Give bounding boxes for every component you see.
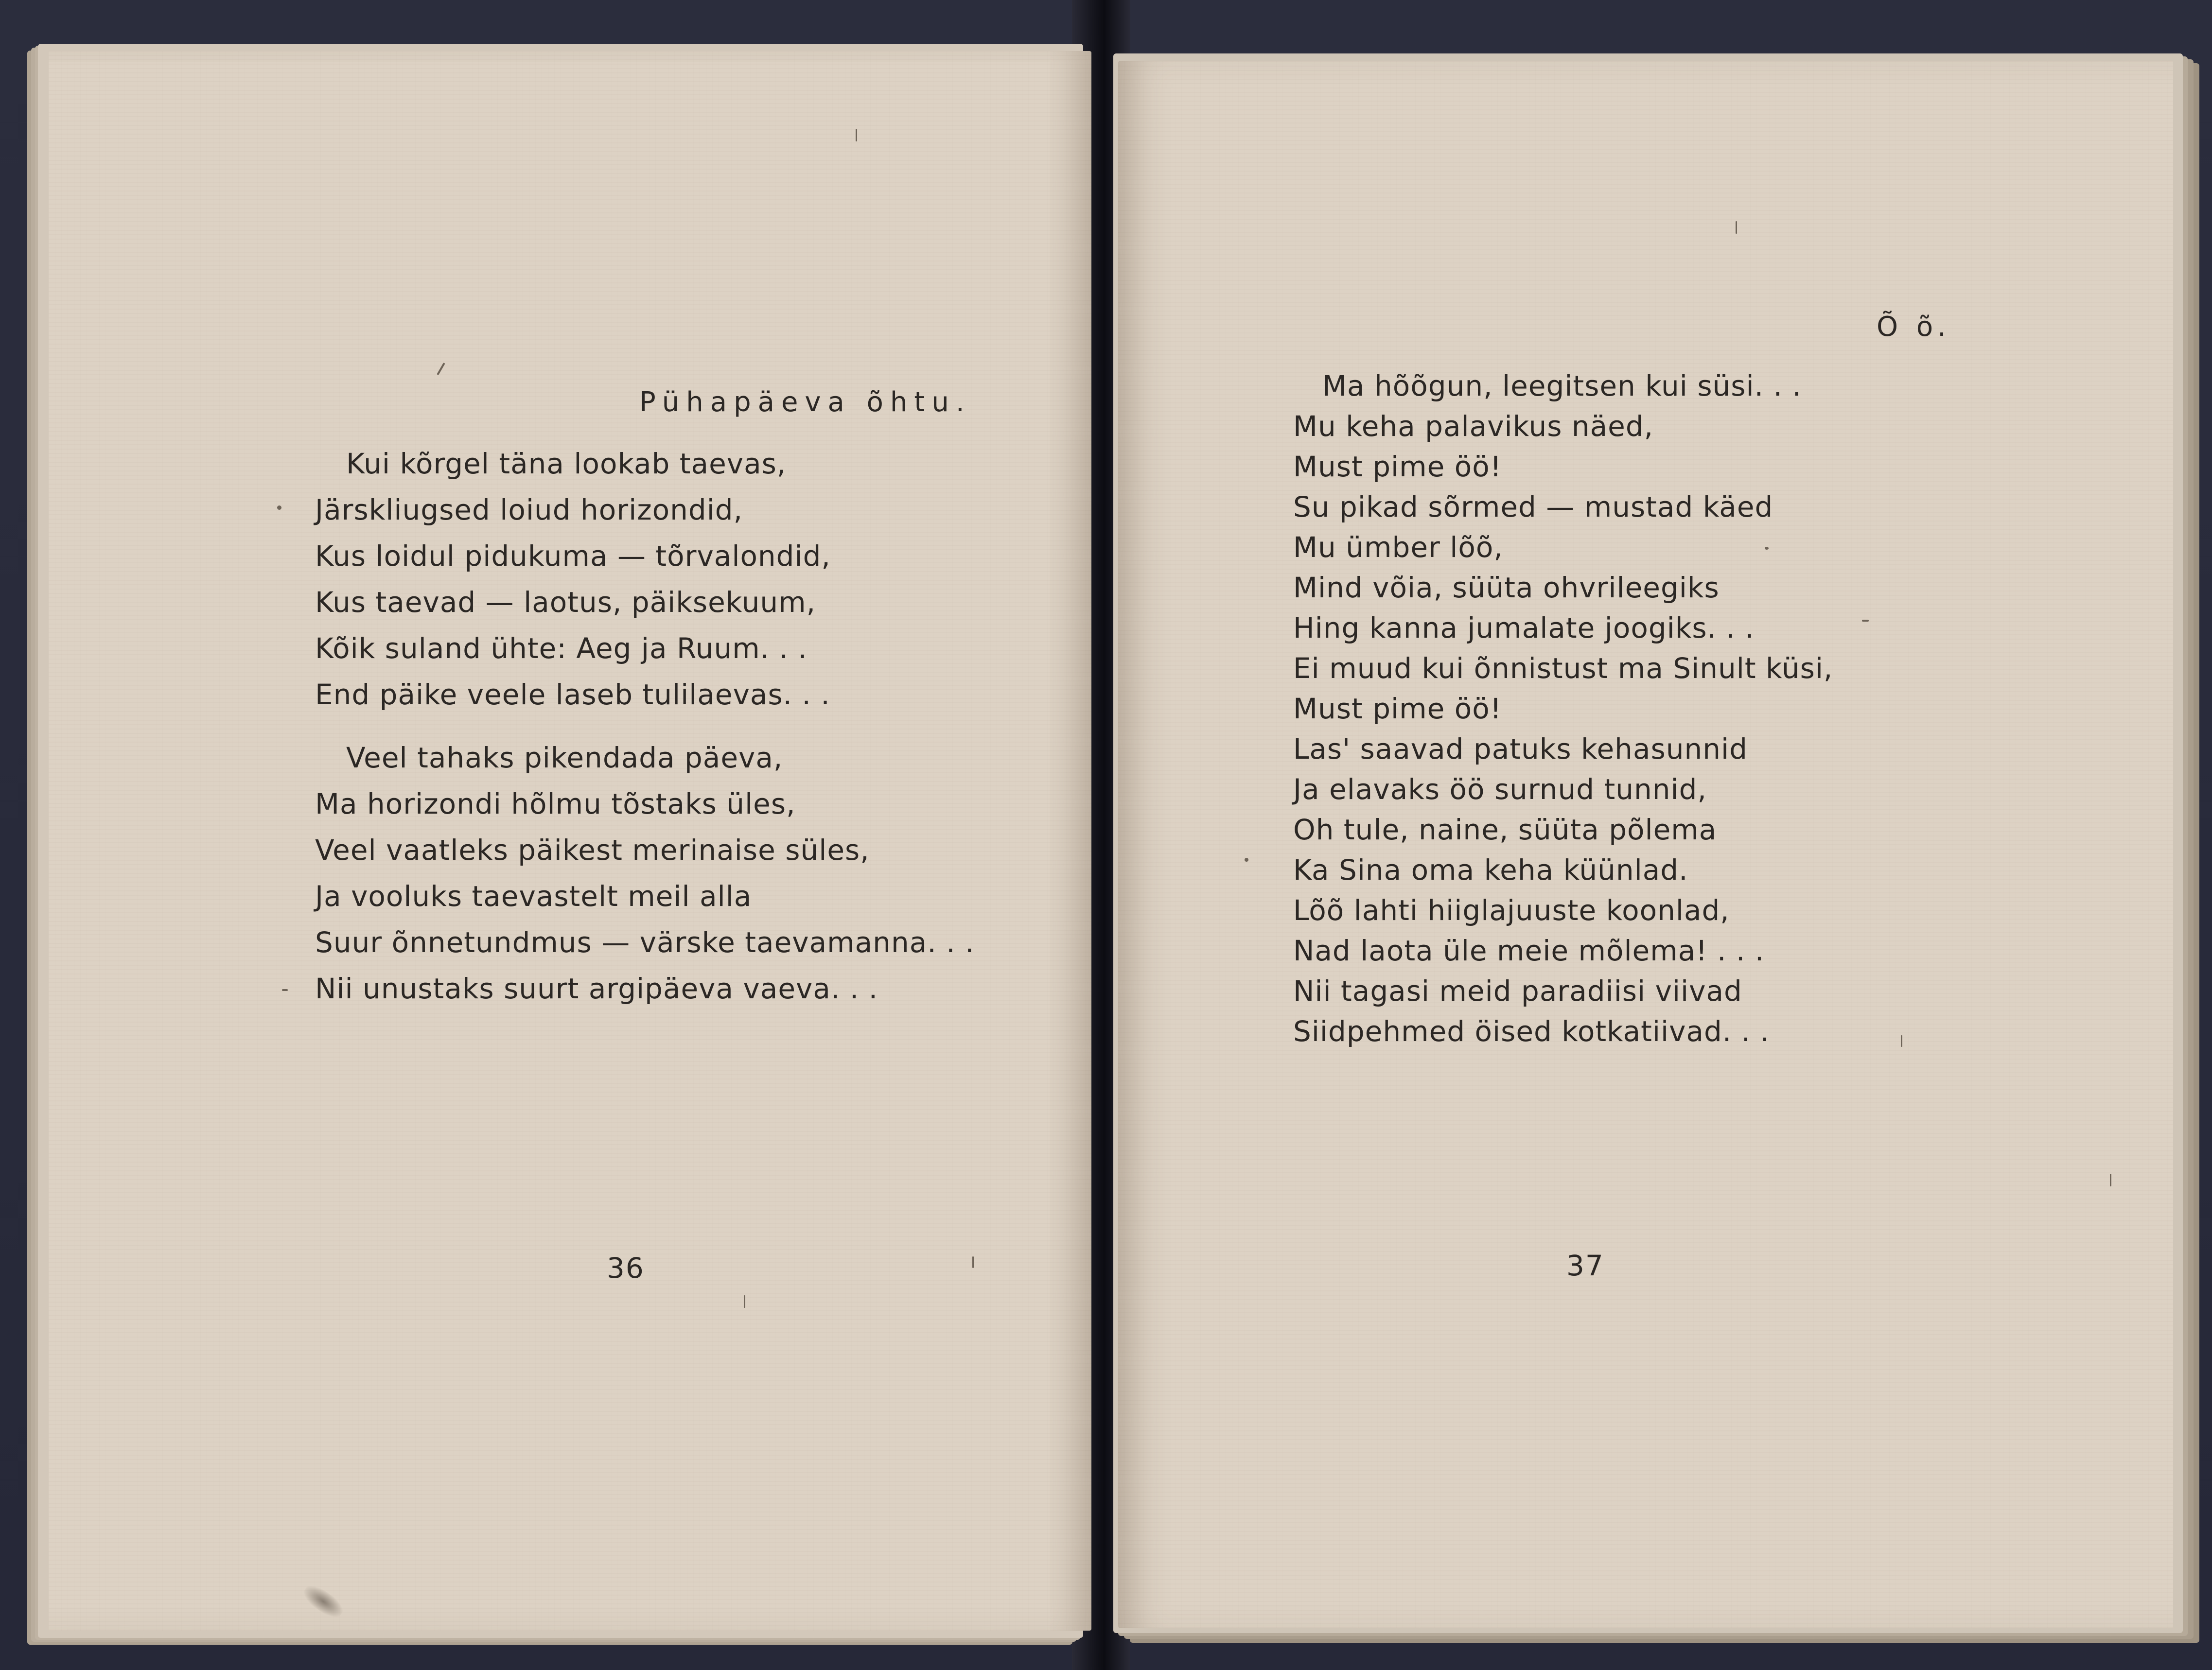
left-poem-title: Pühapäeva õhtu. xyxy=(639,386,971,418)
right-poem-line-3: Must pime öö! xyxy=(1293,450,1502,483)
paper-speck xyxy=(1765,547,1769,550)
left-stanza1-line-6: End päike veele laseb tulilaevas. . . xyxy=(315,678,830,711)
paper-speck xyxy=(1245,858,1248,862)
right-poem-line-6: Mind võia, süüta ohvrileegiks xyxy=(1293,571,1720,604)
right-poem-line-16: Nii tagasi meid paradiisi viivad xyxy=(1293,974,1742,1008)
right-poem-line-15: Nad laota üle meie mõlema! . . . xyxy=(1293,934,1765,967)
paper-speck xyxy=(972,1256,974,1268)
right-poem-line-17: Siidpehmed öised kotkatiivad. . . xyxy=(1293,1015,1770,1048)
left-stanza2-line-1: Veel tahaks pikendada päeva, xyxy=(346,741,783,774)
right-poem-line-11: Ja elavaks öö surnud tunnid, xyxy=(1293,773,1707,806)
right-poem-line-5: Mu ümber lõõ, xyxy=(1293,531,1503,564)
left-stanza1-line-3: Kus loidul pidukuma — tõrvalondid, xyxy=(315,539,831,573)
right-poem-line-13: Ka Sina oma keha küünlad. xyxy=(1293,853,1688,887)
left-stanza2-line-2: Ma horizondi hõlmu tõstaks üles, xyxy=(315,787,796,820)
right-page xyxy=(1118,61,2173,1628)
left-stanza1-line-5: Kõik suland ühte: Aeg ja Ruum. . . xyxy=(315,632,808,665)
paper-speck xyxy=(277,505,281,510)
paper-speck xyxy=(437,363,445,375)
paper-speck xyxy=(856,129,857,141)
right-poem-line-14: Lõõ lahti hiiglajuuste koonlad, xyxy=(1293,894,1730,927)
paper-speck xyxy=(1736,221,1737,234)
left-stanza2-line-3: Veel vaatleks päikest merinaise süles, xyxy=(315,834,870,867)
ink-smudge xyxy=(300,1581,347,1622)
right-poem-line-12: Oh tule, naine, süüta põlema xyxy=(1293,813,1717,846)
right-poem-line-10: Las' saavad patuks kehasunnid xyxy=(1293,732,1748,765)
left-stanza1-line-1: Kui kõrgel täna lookab taevas, xyxy=(346,447,787,480)
left-page xyxy=(49,51,1091,1631)
paper-speck xyxy=(2110,1174,2111,1186)
left-page-number: 36 xyxy=(607,1252,645,1285)
right-poem-line-2: Mu keha palavikus näed, xyxy=(1293,410,1654,443)
right-page-number: 37 xyxy=(1566,1249,1604,1282)
right-poem-line-7: Hing kanna jumalate joogiks. . . xyxy=(1293,611,1755,644)
left-stanza2-line-5: Suur õnnetundmus — värske taevamanna. . . xyxy=(315,926,975,959)
right-poem-title: Õ õ. xyxy=(1877,311,1951,343)
paper-speck xyxy=(282,989,288,991)
right-poem-line-4: Su pikad sõrmed — mustad käed xyxy=(1293,490,1773,523)
left-stanza2-line-6: Nii unustaks suurt argipäeva vaeva. . . xyxy=(315,972,878,1005)
paper-speck xyxy=(1901,1035,1902,1047)
right-poem-line-1: Ma hõõgun, leegitsen kui süsi. . . xyxy=(1322,369,1802,402)
left-stanza2-line-4: Ja vooluks taevastelt meil alla xyxy=(315,880,752,913)
left-stanza1-line-2: Järskliugsed loiud horizondid, xyxy=(315,493,743,526)
paper-speck xyxy=(1862,620,1869,622)
paper-speck xyxy=(744,1295,745,1308)
right-poem-line-8: Ei muud kui õnnistust ma Sinult küsi, xyxy=(1293,652,1833,685)
left-stanza1-line-4: Kus taevad — laotus, päiksekuum, xyxy=(315,586,816,619)
right-poem-line-9: Must pime öö! xyxy=(1293,692,1502,725)
